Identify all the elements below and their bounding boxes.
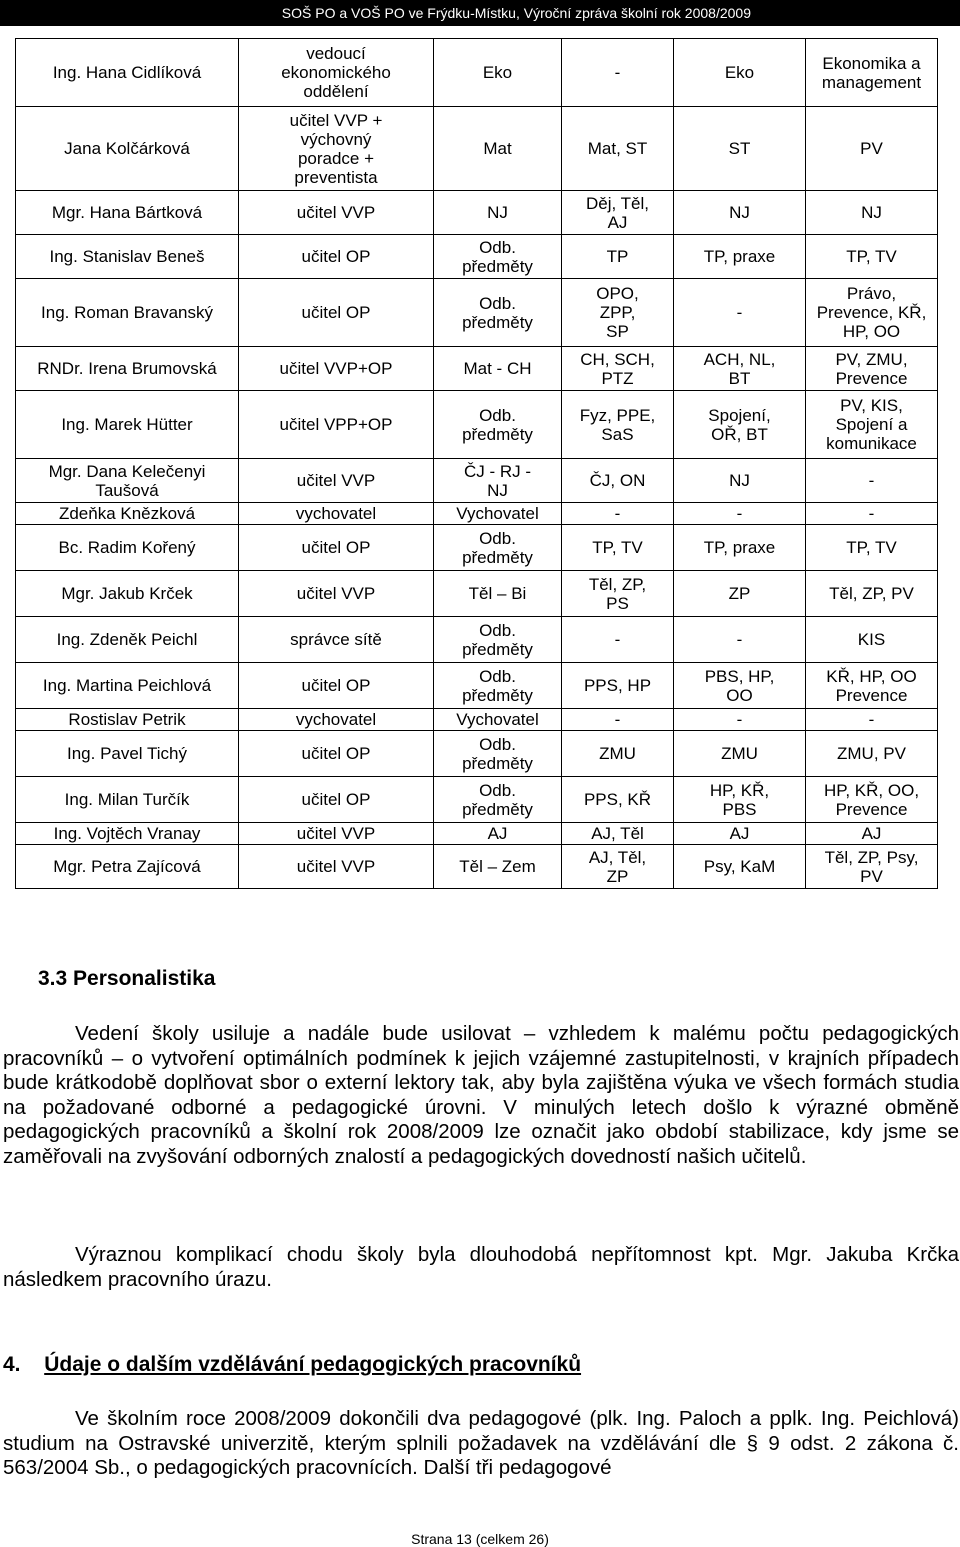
paragraph-text: Ve školním roce 2008/2009 dokončili dva pedagogové (plk. Ing. Paloch a pplk. Ing. Peichlová) studium na Ostravské univerzitě, kterým splnili požadavek na vzdělávání dle § 9 odst. 2 zákona č. 563/2004 Sb., o pedagogických pracovnících. Další tři pedagogové [3,1407,959,1479]
table-cell: vychovatel [239,503,434,525]
paragraph-personalistika-2 [3,1243,959,1292]
table-cell: Děj, Těl, AJ [562,191,674,235]
table-cell: Odb. předměty [434,617,562,663]
table-row [16,777,938,823]
table-cell: Ing. Milan Turčík [16,777,239,823]
table-cell: - [806,459,938,503]
table-cell: NJ [434,191,562,235]
table-cell: učitel VVP + výchovný poradce + preventista [239,107,434,191]
table-cell: správce sítě [239,617,434,663]
table-cell: Vychovatel [434,503,562,525]
table-row [16,823,938,845]
table-cell: Právo, Prevence, KŘ, HP, OO [806,279,938,347]
table-row [16,107,938,191]
table-cell: ČJ - RJ - NJ [434,459,562,503]
table-cell: učitel OP [239,777,434,823]
table-cell: Mat, ST [562,107,674,191]
table-cell: Psy, KaM [674,845,806,889]
table-cell: Těl, ZP, PS [562,571,674,617]
table-cell: Vychovatel [434,709,562,731]
table-row [16,503,938,525]
table-cell: Odb. předměty [434,663,562,709]
table-cell: AJ [434,823,562,845]
table-cell: učitel OP [239,235,434,279]
table-cell: CH, SCH, PTZ [562,347,674,391]
table-cell: Mgr. Petra Zajícová [16,845,239,889]
table-cell: OPO, ZPP, SP [562,279,674,347]
table-cell: Spojení, OŘ, BT [674,391,806,459]
table-cell: Odb. předměty [434,235,562,279]
table-cell: Mgr. Hana Bártková [16,191,239,235]
table-row [16,663,938,709]
table-row [16,39,938,107]
section-number: 4. [3,1353,21,1376]
table-cell: Ing. Zdeněk Peichl [16,617,239,663]
table-cell: Ekonomika a management [806,39,938,107]
table-cell: Rostislav Petrik [16,709,239,731]
table-cell: Ing. Marek Hütter [16,391,239,459]
table-cell: AJ, Těl [562,823,674,845]
table-cell: Ing. Roman Bravanský [16,279,239,347]
table-cell: TP [562,235,674,279]
table-row [16,731,938,777]
table-row [16,347,938,391]
table-cell: Těl – Zem [434,845,562,889]
paragraph-text: Výraznou komplikací chodu školy byla dlouhodobá nepřítomnost kpt. Mgr. Jakuba Krčka následkem pracovního úrazu. [3,1243,959,1291]
table-cell: NJ [806,191,938,235]
table-cell: TP, TV [562,525,674,571]
section-heading-vzdelavani [3,1352,581,1378]
page-footer: Strana 13 (celkem 26) [411,1531,549,1547]
table-cell: - [562,617,674,663]
table-cell: AJ [674,823,806,845]
table-cell: AJ, Těl, ZP [562,845,674,889]
table-cell: učitel VVP [239,845,434,889]
table-row [16,459,938,503]
table-row [16,391,938,459]
table-cell: HP, KŘ, PBS [674,777,806,823]
table-cell: Odb. předměty [434,777,562,823]
table-cell: TP, praxe [674,235,806,279]
table-cell: Odb. předměty [434,731,562,777]
table-cell: Těl, ZP, Psy, PV [806,845,938,889]
table-cell: učitel VVP+OP [239,347,434,391]
table-cell: učitel VVP [239,459,434,503]
table-cell: Ing. Pavel Tichý [16,731,239,777]
table-cell: učitel VVP [239,571,434,617]
table-cell: - [806,709,938,731]
section-heading-personalistika [38,966,215,992]
table-cell: ZMU [562,731,674,777]
table-cell: Ing. Martina Peichlová [16,663,239,709]
table-cell: - [806,503,938,525]
table-cell: Zdeňka Knězková [16,503,239,525]
paragraph-text: Vedení školy usiluje a nadále bude usilovat – vzhledem k malému počtu pedagogických pracovníků – o vytvoření optimálních podmínek k jejich vzájemné zastupitelnosti, v krajních případech bude krátkodobě doplňovat sbor o externí lektory tak, aby byla zajištěna výuka ve všech formách studia na požadované odborné a pedagogické úrovni. V minulých letech došlo k výrazné obměně pedagogických pracovníků a školní rok 2008/2009 lze označit jako období stabilizace, kdy jsme se zaměřovali na zvyšování odborných znalostí a pedagogických dovedností našich učitelů. [3,1022,959,1168]
table-cell: učitel OP [239,279,434,347]
table-cell: učitel OP [239,525,434,571]
table-cell: KIS [806,617,938,663]
table-cell: TP, TV [806,525,938,571]
table-cell: vychovatel [239,709,434,731]
table-cell: - [562,503,674,525]
table-cell: PPS, KŘ [562,777,674,823]
table-cell: RNDr. Irena Brumovská [16,347,239,391]
table-cell: Eko [434,39,562,107]
table-cell: PV, KIS, Spojení a komunikace [806,391,938,459]
table-cell: PV, ZMU, Prevence [806,347,938,391]
table-cell: Těl – Bi [434,571,562,617]
table-row [16,617,938,663]
table-row [16,845,938,889]
table-cell: učitel OP [239,731,434,777]
table-cell: NJ [674,191,806,235]
table-cell: ZMU [674,731,806,777]
table-cell: Mat - CH [434,347,562,391]
table-cell: Ing. Hana Cidlíková [16,39,239,107]
table-cell: - [674,503,806,525]
table-cell: Fyz, PPE, SaS [562,391,674,459]
paragraph-personalistika-1 [3,1022,959,1169]
table-cell: KŘ, HP, OO Prevence [806,663,938,709]
table-cell: AJ [806,823,938,845]
table-row [16,571,938,617]
table-row [16,525,938,571]
section-number: 3.3 [38,967,68,990]
table-cell: Mgr. Dana Kelečenyi Taušová [16,459,239,503]
table-cell: PV [806,107,938,191]
table-row [16,709,938,731]
table-cell: PBS, HP, OO [674,663,806,709]
table-row [16,235,938,279]
table-cell: - [674,709,806,731]
table-cell: Eko [674,39,806,107]
table-cell: HP, KŘ, OO, Prevence [806,777,938,823]
table-cell: TP, praxe [674,525,806,571]
table-cell: ZP [674,571,806,617]
section-title: Údaje o dalším vzdělávání pedagogických pracovníků [44,1353,582,1376]
table-cell: Jana Kolčárková [16,107,239,191]
staff-table-body [16,39,938,889]
table-cell: PPS, HP [562,663,674,709]
table-cell: Mgr. Jakub Krček [16,571,239,617]
paragraph-vzdelavani-1 [3,1407,959,1481]
table-cell: - [674,617,806,663]
table-cell: Těl, ZP, PV [806,571,938,617]
table-cell: Odb. předměty [434,525,562,571]
table-cell: Bc. Radim Kořený [16,525,239,571]
table-cell: učitel OP [239,663,434,709]
running-header: SOŠ PO a VOŠ PO ve Frýdku-Místku, Výroční zpráva školní rok 2008/2009 [0,0,960,26]
table-cell: NJ [674,459,806,503]
table-cell: ČJ, ON [562,459,674,503]
table-cell: ZMU, PV [806,731,938,777]
table-cell: Ing. Vojtěch Vranay [16,823,239,845]
table-cell: učitel VVP [239,191,434,235]
table-cell: Mat [434,107,562,191]
table-cell: - [562,709,674,731]
table-row [16,279,938,347]
table-cell: TP, TV [806,235,938,279]
staff-table [15,38,938,889]
table-cell: Odb. předměty [434,279,562,347]
table-cell: učitel VPP+OP [239,391,434,459]
section-title: Personalistika [73,967,216,990]
table-cell: učitel VVP [239,823,434,845]
table-cell: ST [674,107,806,191]
table-cell: ACH, NL, BT [674,347,806,391]
table-cell: Odb. předměty [434,391,562,459]
table-cell: - [674,279,806,347]
table-cell: Ing. Stanislav Beneš [16,235,239,279]
table-row [16,191,938,235]
table-cell: - [562,39,674,107]
table-cell: vedoucí ekonomického oddělení [239,39,434,107]
